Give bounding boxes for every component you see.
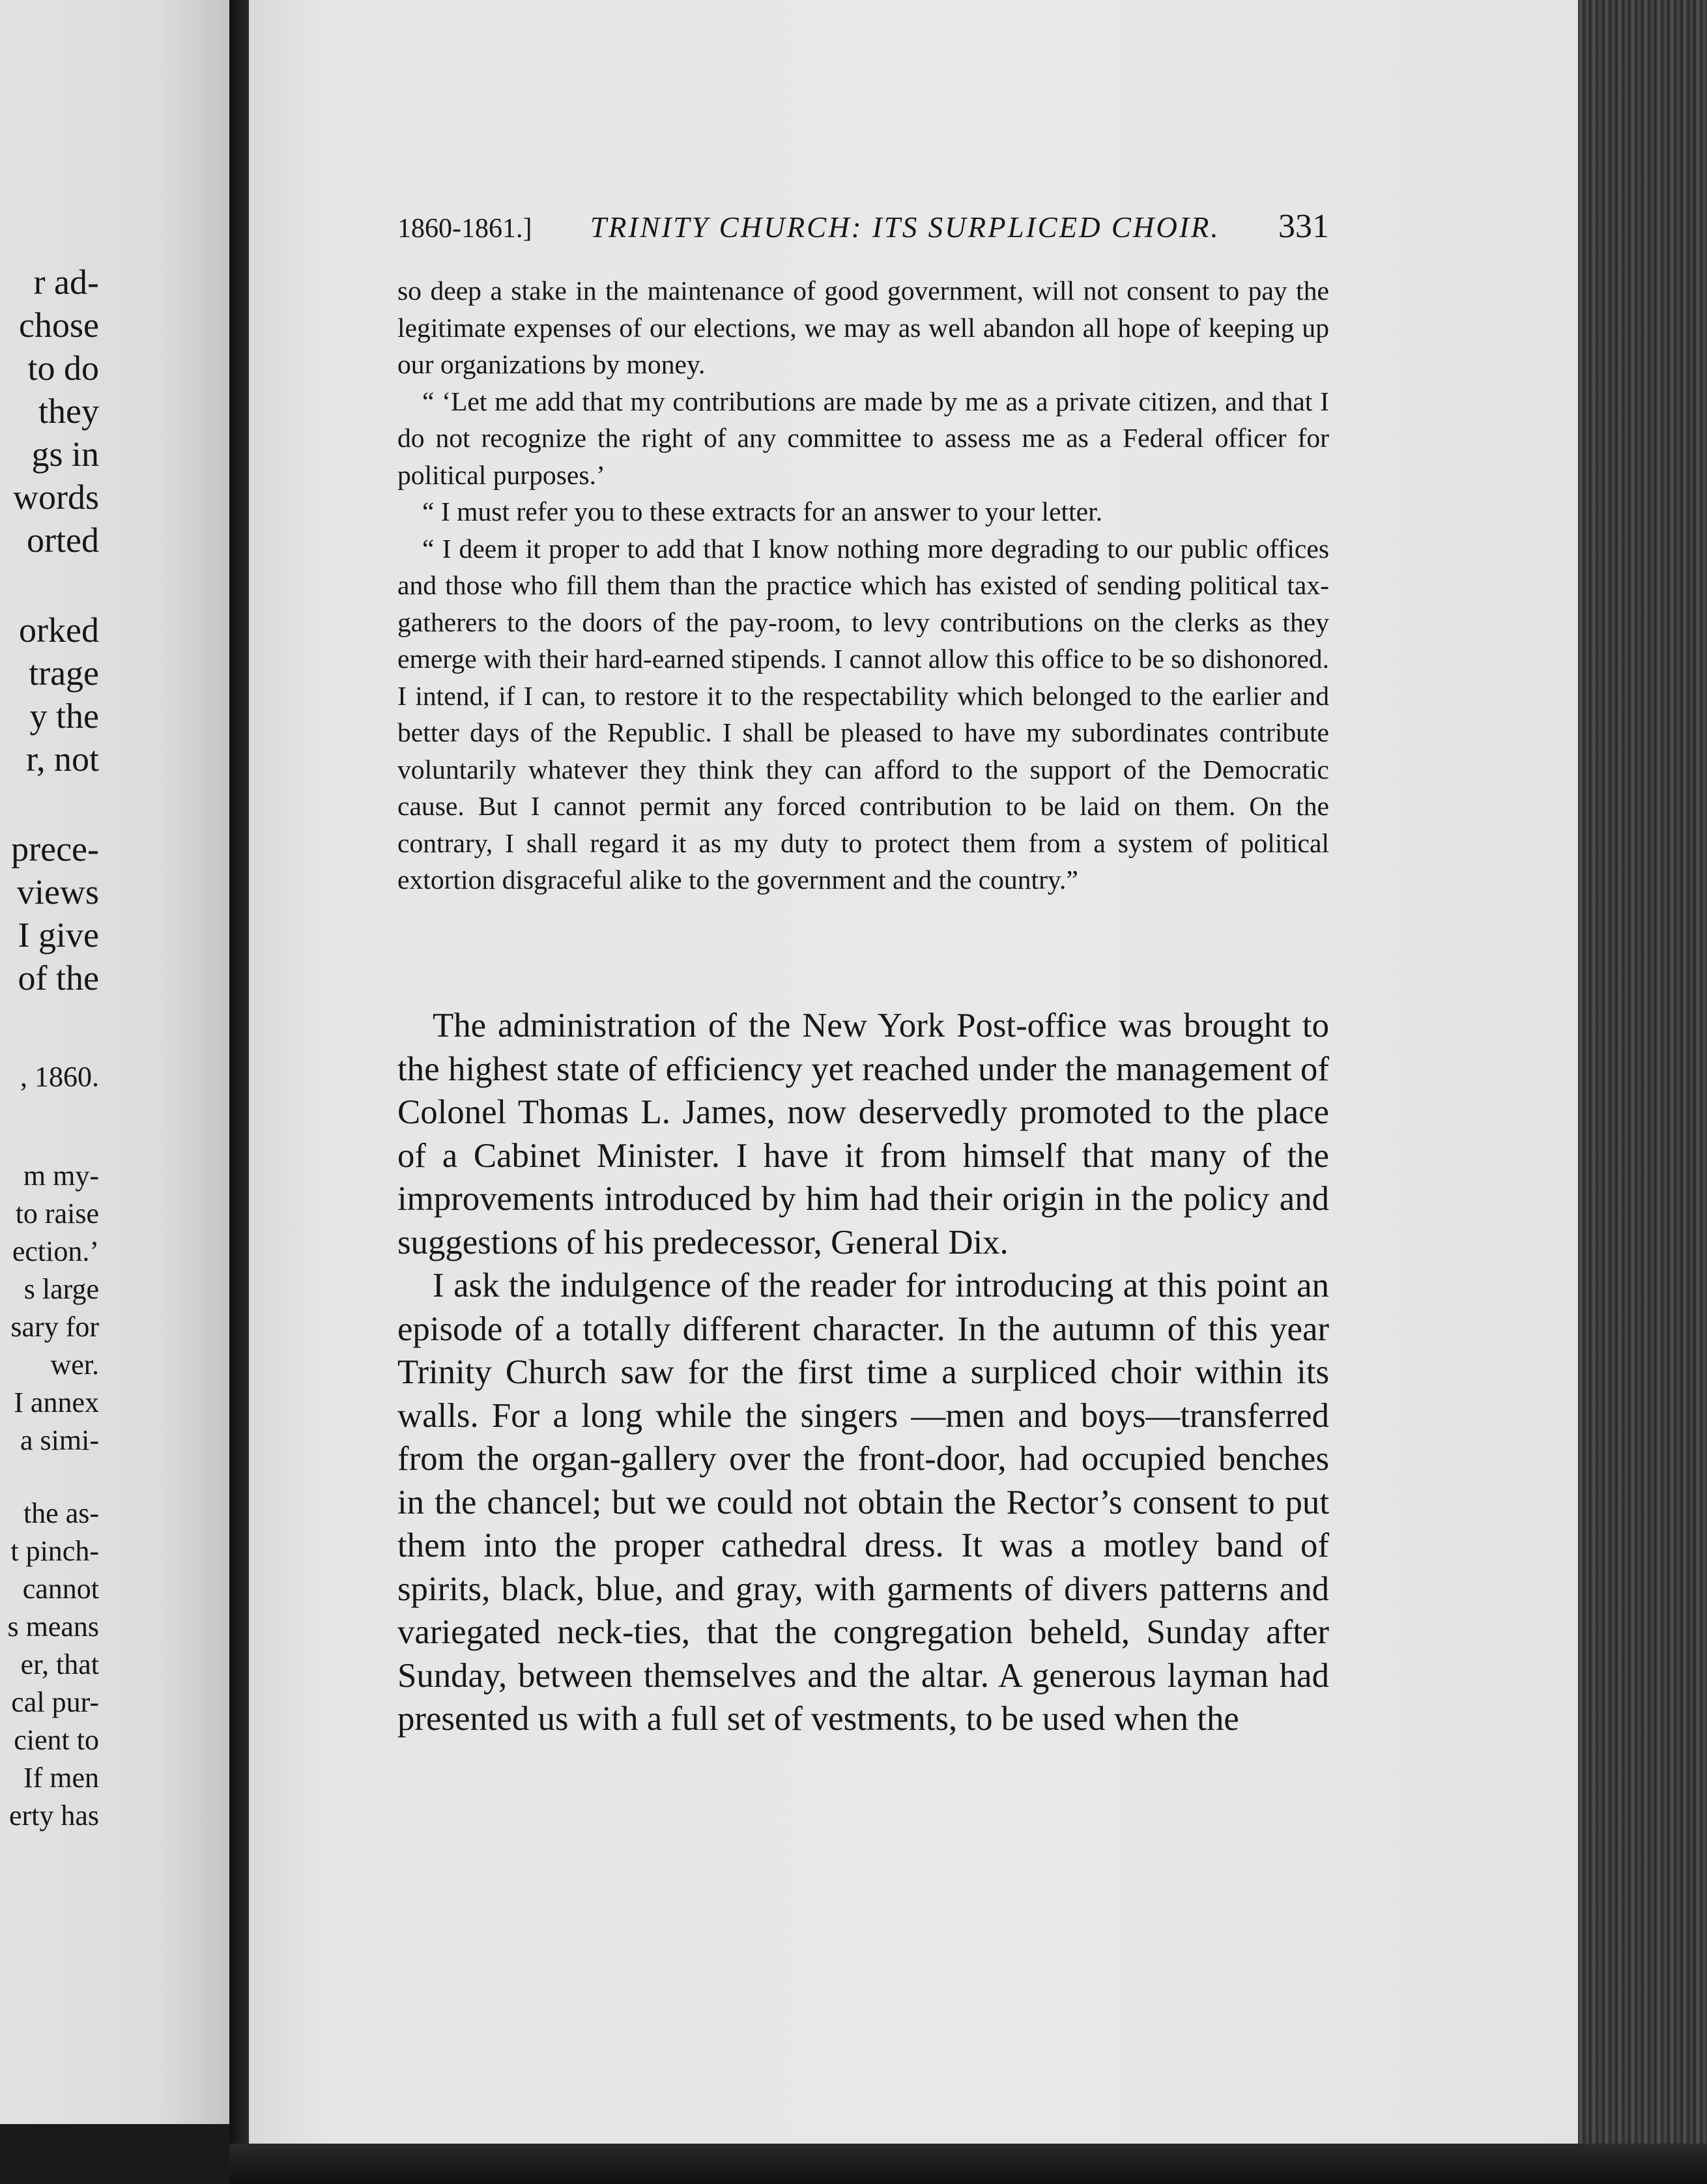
body-text [397, 1004, 1329, 1741]
left-line: orted [27, 521, 99, 560]
page [249, 0, 1578, 2150]
left-line: orked [19, 611, 99, 650]
left-line: cal pur- [11, 1686, 99, 1718]
running-head [397, 207, 1329, 253]
running-head-title: TRINITY CHURCH: ITS SURPLICED CHOIR. [590, 211, 1220, 244]
left-line: to do [27, 349, 99, 388]
left-line: the as- [23, 1497, 99, 1529]
body-paragraph: The administration of the New York Post-office was brought to the highest state of efficiency yet reached under the management of Colonel Thomas L. James, now deservedly promoted to the place of a Cabinet Minister. I have it from himself that many of the improvements introduced by him had their origin in the policy and suggestions of his predecessor, General Dix. [397, 1007, 1329, 1261]
left-line: , 1860. [20, 1061, 99, 1093]
left-page-edge [0, 0, 229, 2124]
left-line: I give [18, 915, 99, 955]
left-line: er, that [20, 1648, 99, 1680]
bottom-shadow [229, 2144, 1707, 2184]
left-line: erty has [8, 1800, 99, 1832]
left-line: y the [29, 697, 99, 736]
left-line: t pinch- [10, 1535, 99, 1567]
left-line: cient to [14, 1724, 99, 1756]
left-line: If men [23, 1762, 99, 1794]
left-line: they [38, 392, 99, 431]
left-line: cannot [22, 1573, 99, 1605]
left-line: to raise [15, 1198, 99, 1229]
left-line: r ad- [33, 263, 99, 302]
extract-paragraph: “ ‘Let me add that my contributions are made by me as a private citizen, and that I do not recognize the right of any committee to assess me as a Federal officer for political purposes.’ [397, 386, 1329, 490]
left-line: s means [7, 1611, 99, 1643]
left-line: trage [29, 654, 99, 693]
letter-extract [397, 272, 1329, 898]
left-line: m my- [23, 1160, 99, 1192]
running-head-years: 1860-1861.] [397, 214, 532, 244]
left-line: sary for [10, 1311, 99, 1343]
left-line: a simi- [20, 1424, 99, 1456]
page-number: 331 [1278, 208, 1329, 245]
left-line: words [13, 478, 99, 517]
left-line: gs in [31, 435, 99, 474]
page-stack-edge [1578, 0, 1707, 2184]
extract-paragraph: “ I must refer you to these extracts for an answer to your letter. [422, 496, 1103, 526]
left-line: chose [19, 306, 99, 345]
left-line: I annex [14, 1387, 99, 1418]
left-line: ection.’ [12, 1235, 99, 1267]
left-line: views [17, 872, 99, 912]
left-line: of the [18, 958, 99, 998]
body-paragraph: I ask the indulgence of the reader for introducing at this point an episode of a totally different character. In the autumn of this year Trinity Church saw for the first time a surpliced choir within its walls. For a long while the singers —men and boys—transferred from the organ-gallery over the front-door, had occupied benches in the chancel; but we could not obtain the Rector’s consent to put them into the proper cathedral dress. It was a motley band of spirits, black, blue, and gray, with garments of divers patterns and variegated neck-ties, that the congregation beheld, Sunday after Sunday, between themselves and the altar. A generous layman had presented us with a full set of vestments, to be used when the [397, 1267, 1329, 1738]
extract-paragraph: “ I deem it proper to add that I know nothing more degrading to our public offices and those who fill them than the practice which has existed of sending political tax-gatherers to the doors of the pay-room, to levy contributions on the clerks as they emerge with their hard-earned stipends. I cannot allow this office to be so dishonored. I intend, if I can, to restore it to the respectability which belonged to the earlier and better days of the Republic. I shall be pleased to have my subordinates contribute voluntarily whatever they think they can afford to the support of the Democratic cause. But I cannot permit any forced contribution to be laid on them. On the contrary, I shall regard it as my duty to protect them from a system of political extortion disgraceful alike to the government and the country.” [397, 533, 1329, 895]
left-line: prece- [11, 829, 99, 869]
extract-paragraph: so deep a stake in the maintenance of good government, will not consent to pay the legitimate expenses of our elections, we may as well abandon all hope of keeping up our organizations by money. [397, 276, 1329, 379]
left-line: r, not [26, 740, 99, 779]
book-gutter [229, 0, 249, 2184]
left-line: wer. [50, 1349, 99, 1381]
left-line: s large [23, 1273, 99, 1305]
